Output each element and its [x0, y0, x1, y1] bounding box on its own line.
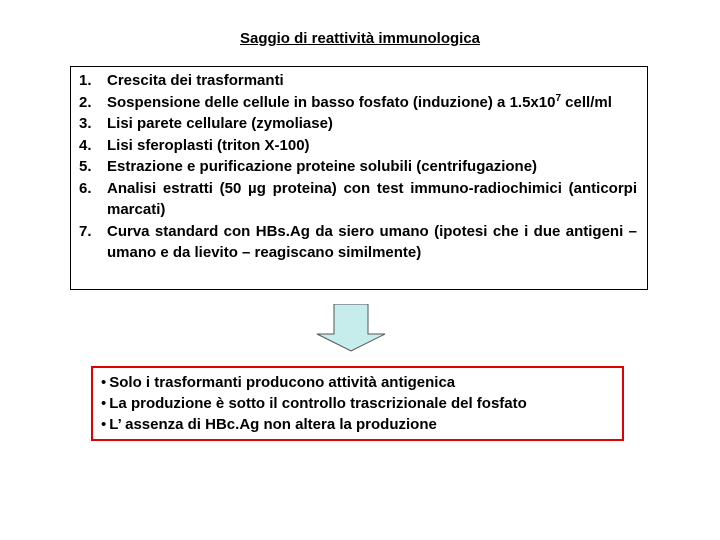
result-item-2	[101, 393, 614, 414]
step-text: Lisi parete cellulare (zymoliase)	[107, 115, 333, 132]
step-number: 2.	[79, 93, 92, 111]
step-number: 5.	[79, 158, 92, 175]
result-text: L’ assenza di HBc.Ag non altera la produzione	[109, 416, 437, 433]
step-7	[79, 221, 637, 264]
step-6	[79, 178, 637, 221]
bullet-icon: •	[101, 416, 107, 433]
slide-title: Saggio di reattività immunologica	[239, 30, 481, 47]
step-number: 4.	[79, 136, 92, 154]
step-number: 7.	[79, 222, 92, 240]
step-3	[79, 113, 637, 135]
step-text	[107, 92, 637, 114]
step-1	[79, 70, 637, 92]
step-text: Crescita dei trasformanti	[107, 72, 284, 89]
step-4	[79, 135, 637, 157]
step-text: Estrazione e purificazione proteine solubili (centrifugazione)	[107, 158, 538, 175]
step-number: 1.	[79, 72, 92, 89]
step-2	[79, 92, 637, 114]
step-text-unit: cell/ml	[561, 93, 612, 111]
step-text-main: Sospensione delle cellule in basso fosfato (induzione) a 1.5x10	[107, 93, 556, 111]
step-text: Lisi sferoplasti (triton X-100)	[107, 136, 310, 154]
step-text: Analisi estratti (50 µg proteina) con test immuno-radiochimici (anticorpi marcati)	[107, 179, 637, 218]
result-text: La produzione è sotto il controllo trascrizionale del fosfato	[109, 395, 527, 412]
step-5	[79, 156, 637, 178]
bullet-icon: •	[101, 374, 107, 391]
result-text: Solo i trasformanti producono attività antigenica	[109, 374, 456, 391]
results-box	[91, 366, 624, 441]
step-number: 6.	[79, 179, 92, 197]
procedure-steps-list	[79, 70, 637, 264]
step-number: 3.	[79, 115, 92, 132]
down-arrow-icon	[316, 304, 386, 352]
result-item-3	[101, 414, 614, 435]
procedure-steps-box	[70, 66, 648, 290]
result-item-1	[101, 372, 614, 393]
step-text: Curva standard con HBs.Ag da siero umano (ipotesi che i due antigeni – umano e da lievito – reagiscano similmente)	[107, 222, 637, 261]
exponent: 7	[555, 92, 562, 104]
bullet-icon: •	[101, 395, 107, 412]
